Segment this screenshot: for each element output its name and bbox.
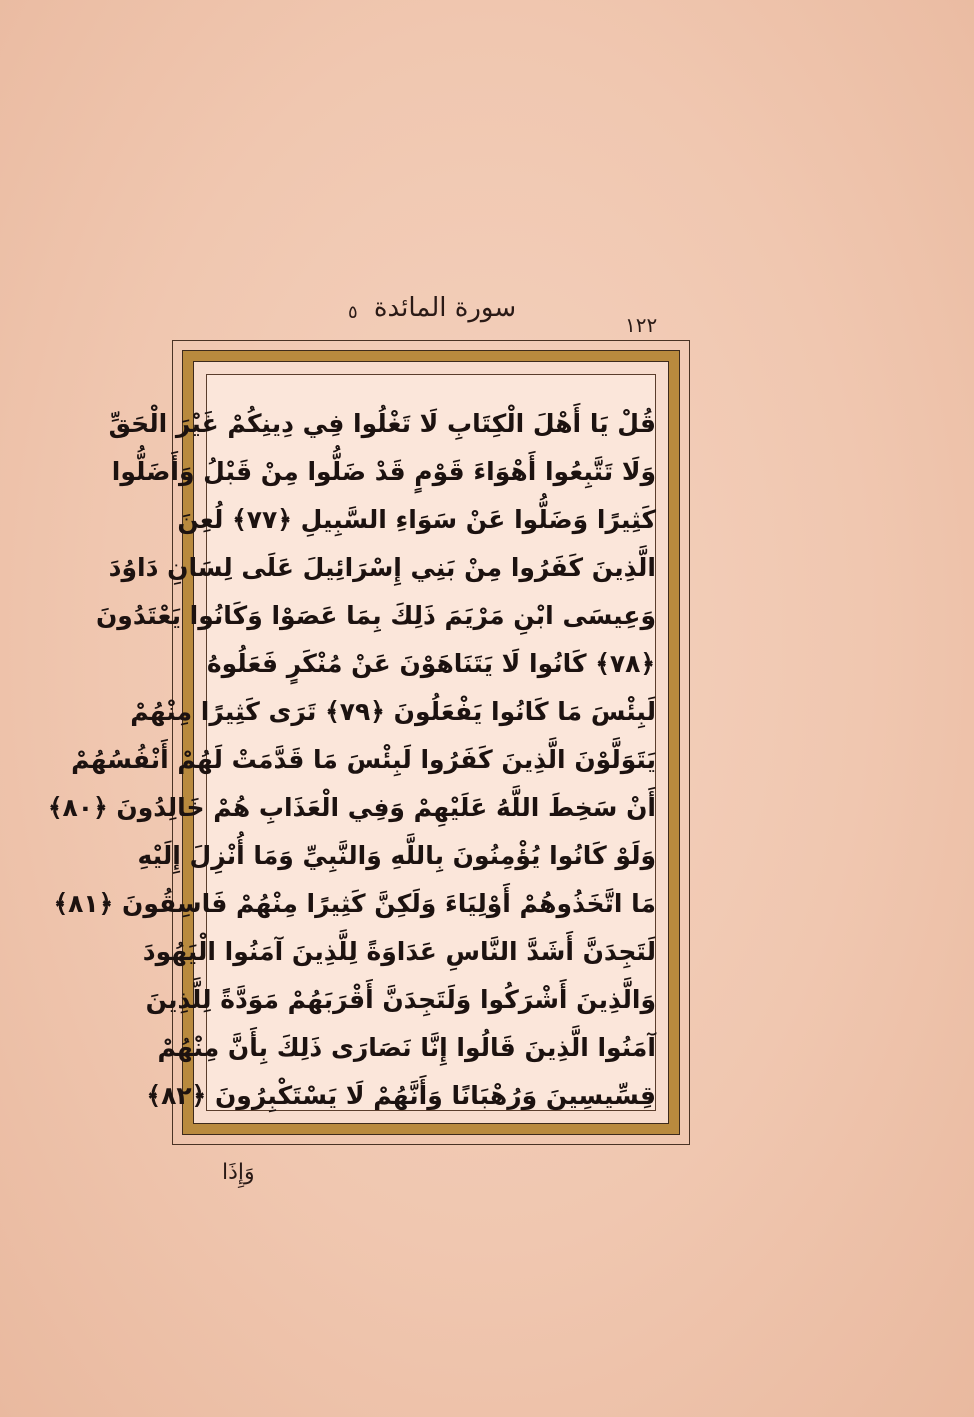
verse-line-1: قُلْ يَا أَهْلَ الْكِتَابِ لَا تَغْلُوا فِي دِينِكُمْ غَيْرَ الْحَقِّ <box>108 409 656 438</box>
verse-line-7: لَبِئْسَ مَا كَانُوا يَفْعَلُونَ ﴿٧٩﴾ تَرَى كَثِيرًا مِنْهُمْ <box>130 697 656 726</box>
page-number: ١٢٢ <box>625 313 658 337</box>
verse-line-8: يَتَوَلَّوْنَ الَّذِينَ كَفَرُوا لَبِئْسَ مَا قَدَّمَتْ لَهُمْ أَنْفُسُهُمْ <box>71 745 656 774</box>
verse-line-13: وَالَّذِينَ أَشْرَكُوا وَلَتَجِدَنَّ أَقْرَبَهُمْ مَوَدَّةً لِلَّذِينَ <box>145 985 656 1014</box>
verse-line-5: وَعِيسَى ابْنِ مَرْيَمَ ذَلِكَ بِمَا عَصَوْا وَكَانُوا يَعْتَدُونَ <box>95 601 656 630</box>
verse-line-6: ﴿٧٨﴾ كَانُوا لَا يَتَنَاهَوْنَ عَنْ مُنْكَرٍ فَعَلُوهُ <box>206 649 656 678</box>
verse-line-9: أَنْ سَخِطَ اللَّهُ عَلَيْهِمْ وَفِي الْعَذَابِ هُمْ خَالِدُونَ ﴿٨٠﴾ <box>47 793 656 822</box>
verse-line-2: وَلَا تَتَّبِعُوا أَهْوَاءَ قَوْمٍ قَدْ ضَلُّوا مِنْ قَبْلُ وَأَضَلُّوا <box>111 457 656 486</box>
verse-line-12: لَتَجِدَنَّ أَشَدَّ النَّاسِ عَدَاوَةً لِلَّذِينَ آمَنُوا الْيَهُودَ <box>142 937 656 966</box>
verse-line-11: مَا اتَّخَذُوهُمْ أَوْلِيَاءَ وَلَكِنَّ كَثِيرًا مِنْهُمْ فَاسِقُونَ ﴿٨١﴾ <box>53 889 656 918</box>
juz-number: ٥ <box>348 302 358 323</box>
catchword: وَإِذَا <box>222 1160 255 1185</box>
verse-line-4: الَّذِينَ كَفَرُوا مِنْ بَنِي إِسْرَائِيلَ عَلَى لِسَانِ دَاوُدَ <box>108 553 656 582</box>
verse-line-3: كَثِيرًا وَضَلُّوا عَنْ سَوَاءِ السَّبِيلِ ﴿٧٧﴾ لُعِنَ <box>177 505 656 534</box>
verse-line-15: قِسِّيسِينَ وَرُهْبَانًا وَأَنَّهُمْ لَا يَسْتَكْبِرُونَ ﴿٨٢﴾ <box>146 1081 656 1110</box>
verse-line-10: وَلَوْ كَانُوا يُؤْمِنُونَ بِاللَّهِ وَالنَّبِيِّ وَمَا أُنْزِلَ إِلَيْهِ <box>137 841 656 870</box>
verse-line-14: آمَنُوا الَّذِينَ قَالُوا إِنَّا نَصَارَى ذَلِكَ بِأَنَّ مِنْهُمْ <box>157 1033 656 1062</box>
surah-title: سورة المائدة <box>373 293 517 323</box>
